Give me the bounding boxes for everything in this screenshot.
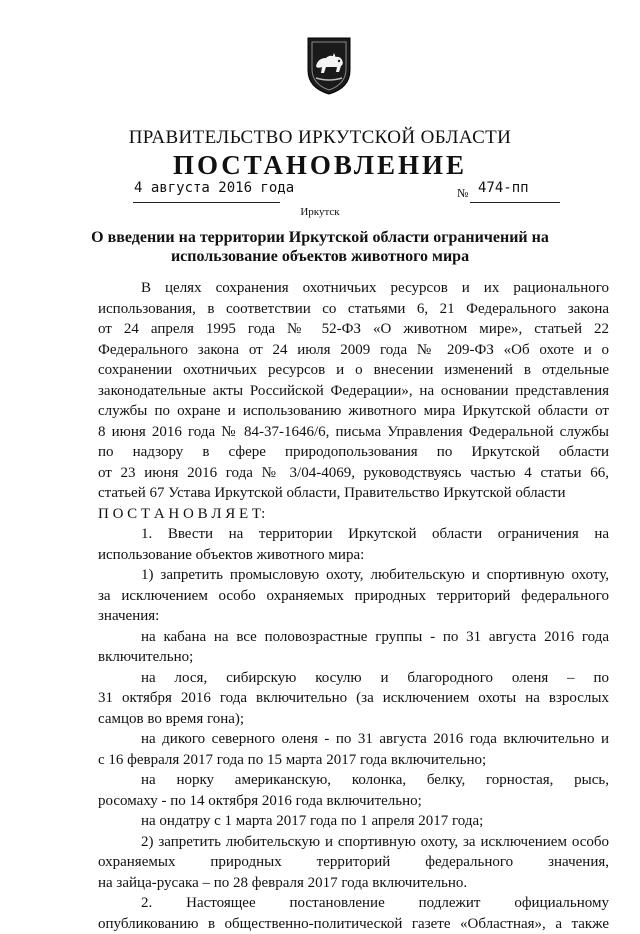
body-text-line: за исключением особо охраняемых природных территорий федерального bbox=[98, 586, 609, 607]
body-text-line: значения: bbox=[98, 606, 609, 627]
body-text-line: самцов во время гона); bbox=[98, 709, 609, 730]
body-text-line: росомаху - по 14 октября 2016 года включительно; bbox=[98, 791, 609, 812]
body-text-line: на норку американскую, колонка, белку, горностая, рысь, bbox=[98, 770, 609, 791]
title-line: использование объектов животного мира bbox=[0, 247, 640, 266]
body-text-line: 8 июня 2016 года № 84-37-1646/6, письма Управления Федеральной службы bbox=[98, 422, 609, 443]
title-line: О введении на территории Иркутской области ограничений на bbox=[0, 228, 640, 247]
body-text-line: П О С Т А Н О В Л Я Е Т: bbox=[98, 504, 609, 525]
body-text-line: законодательные акты Российской Федерации», на основании представления bbox=[98, 381, 609, 402]
date-underline bbox=[133, 202, 280, 203]
coat-of-arms-emblem bbox=[304, 36, 354, 96]
body-text-line: на лося, сибирскую косулю и благородного оленя – по bbox=[98, 668, 609, 689]
city-name: Иркутск bbox=[0, 206, 640, 218]
body-text-line: по надзору в сфере природопользования по Иркутской области bbox=[98, 442, 609, 463]
document-type: ПОСТАНОВЛЕНИЕ bbox=[0, 150, 640, 181]
number-underline bbox=[470, 202, 560, 203]
body-text-line: включительно; bbox=[98, 647, 609, 668]
body-text-line: от 24 апреля 1995 года № 52-ФЗ «О животном мире», статьей 22 bbox=[98, 319, 609, 340]
document-number: 474-пп bbox=[478, 180, 529, 196]
body-text-line: службы по охране и использованию животного мира Иркутской области от bbox=[98, 401, 609, 422]
body-text-line: использования, в соответствии со статьями 6, 21 Федерального закона bbox=[98, 299, 609, 320]
body-text-line: статьей 67 Устава Иркутской области, Правительство Иркутской области bbox=[98, 483, 609, 504]
document-date: 4 августа 2016 года bbox=[134, 180, 294, 196]
body-text-line: охраняемых природных территорий федерального значения, bbox=[98, 852, 609, 873]
body-text-line: опубликованию в общественно-политической газете «Областная», а также bbox=[98, 914, 609, 934]
body-text-line: на ондатру с 1 марта 2017 года по 1 апреля 2017 года; bbox=[98, 811, 609, 832]
body-text-line: В целях сохранения охотничьих ресурсов и их рационального bbox=[98, 278, 609, 299]
body-text-line: 1) запретить промысловую охоту, любительскую и спортивную охоту, bbox=[98, 565, 609, 586]
body-text-line: 31 октября 2016 года включительно (за исключением охоты на взрослых bbox=[98, 688, 609, 709]
body-text-line: на зайца-русака – по 28 февраля 2017 года включительно. bbox=[98, 873, 609, 894]
document-body bbox=[98, 278, 609, 934]
number-sign: № bbox=[457, 186, 468, 201]
document-title bbox=[0, 228, 640, 266]
body-text-line: 2. Настоящее постановление подлежит официальному bbox=[98, 893, 609, 914]
government-name: ПРАВИТЕЛЬСТВО ИРКУТСКОЙ ОБЛАСТИ bbox=[0, 127, 640, 149]
body-text-line: 1. Ввести на территории Иркутской области ограничения на bbox=[98, 524, 609, 545]
body-text-line: 2) запретить любительскую и спортивную охоту, за исключением особо bbox=[98, 832, 609, 853]
body-text-line: использование объектов животного мира: bbox=[98, 545, 609, 566]
body-text-line: Федерального закона от 24 июля 2009 года № 209-ФЗ «Об охоте и о bbox=[98, 340, 609, 361]
body-text-line: на дикого северного оленя - по 31 августа 2016 года включительно и bbox=[98, 729, 609, 750]
body-text-line: на кабана на все половозрастные группы - по 31 августа 2016 года bbox=[98, 627, 609, 648]
body-text-line: с 16 февраля 2017 года по 15 марта 2017 года включительно; bbox=[98, 750, 609, 771]
body-text-line: сохранении охотничьих ресурсов и о внесении изменений в отдельные bbox=[98, 360, 609, 381]
body-text-line: от 23 июня 2016 года № 3/04-4069, руководствуясь частью 4 статьи 66, bbox=[98, 463, 609, 484]
